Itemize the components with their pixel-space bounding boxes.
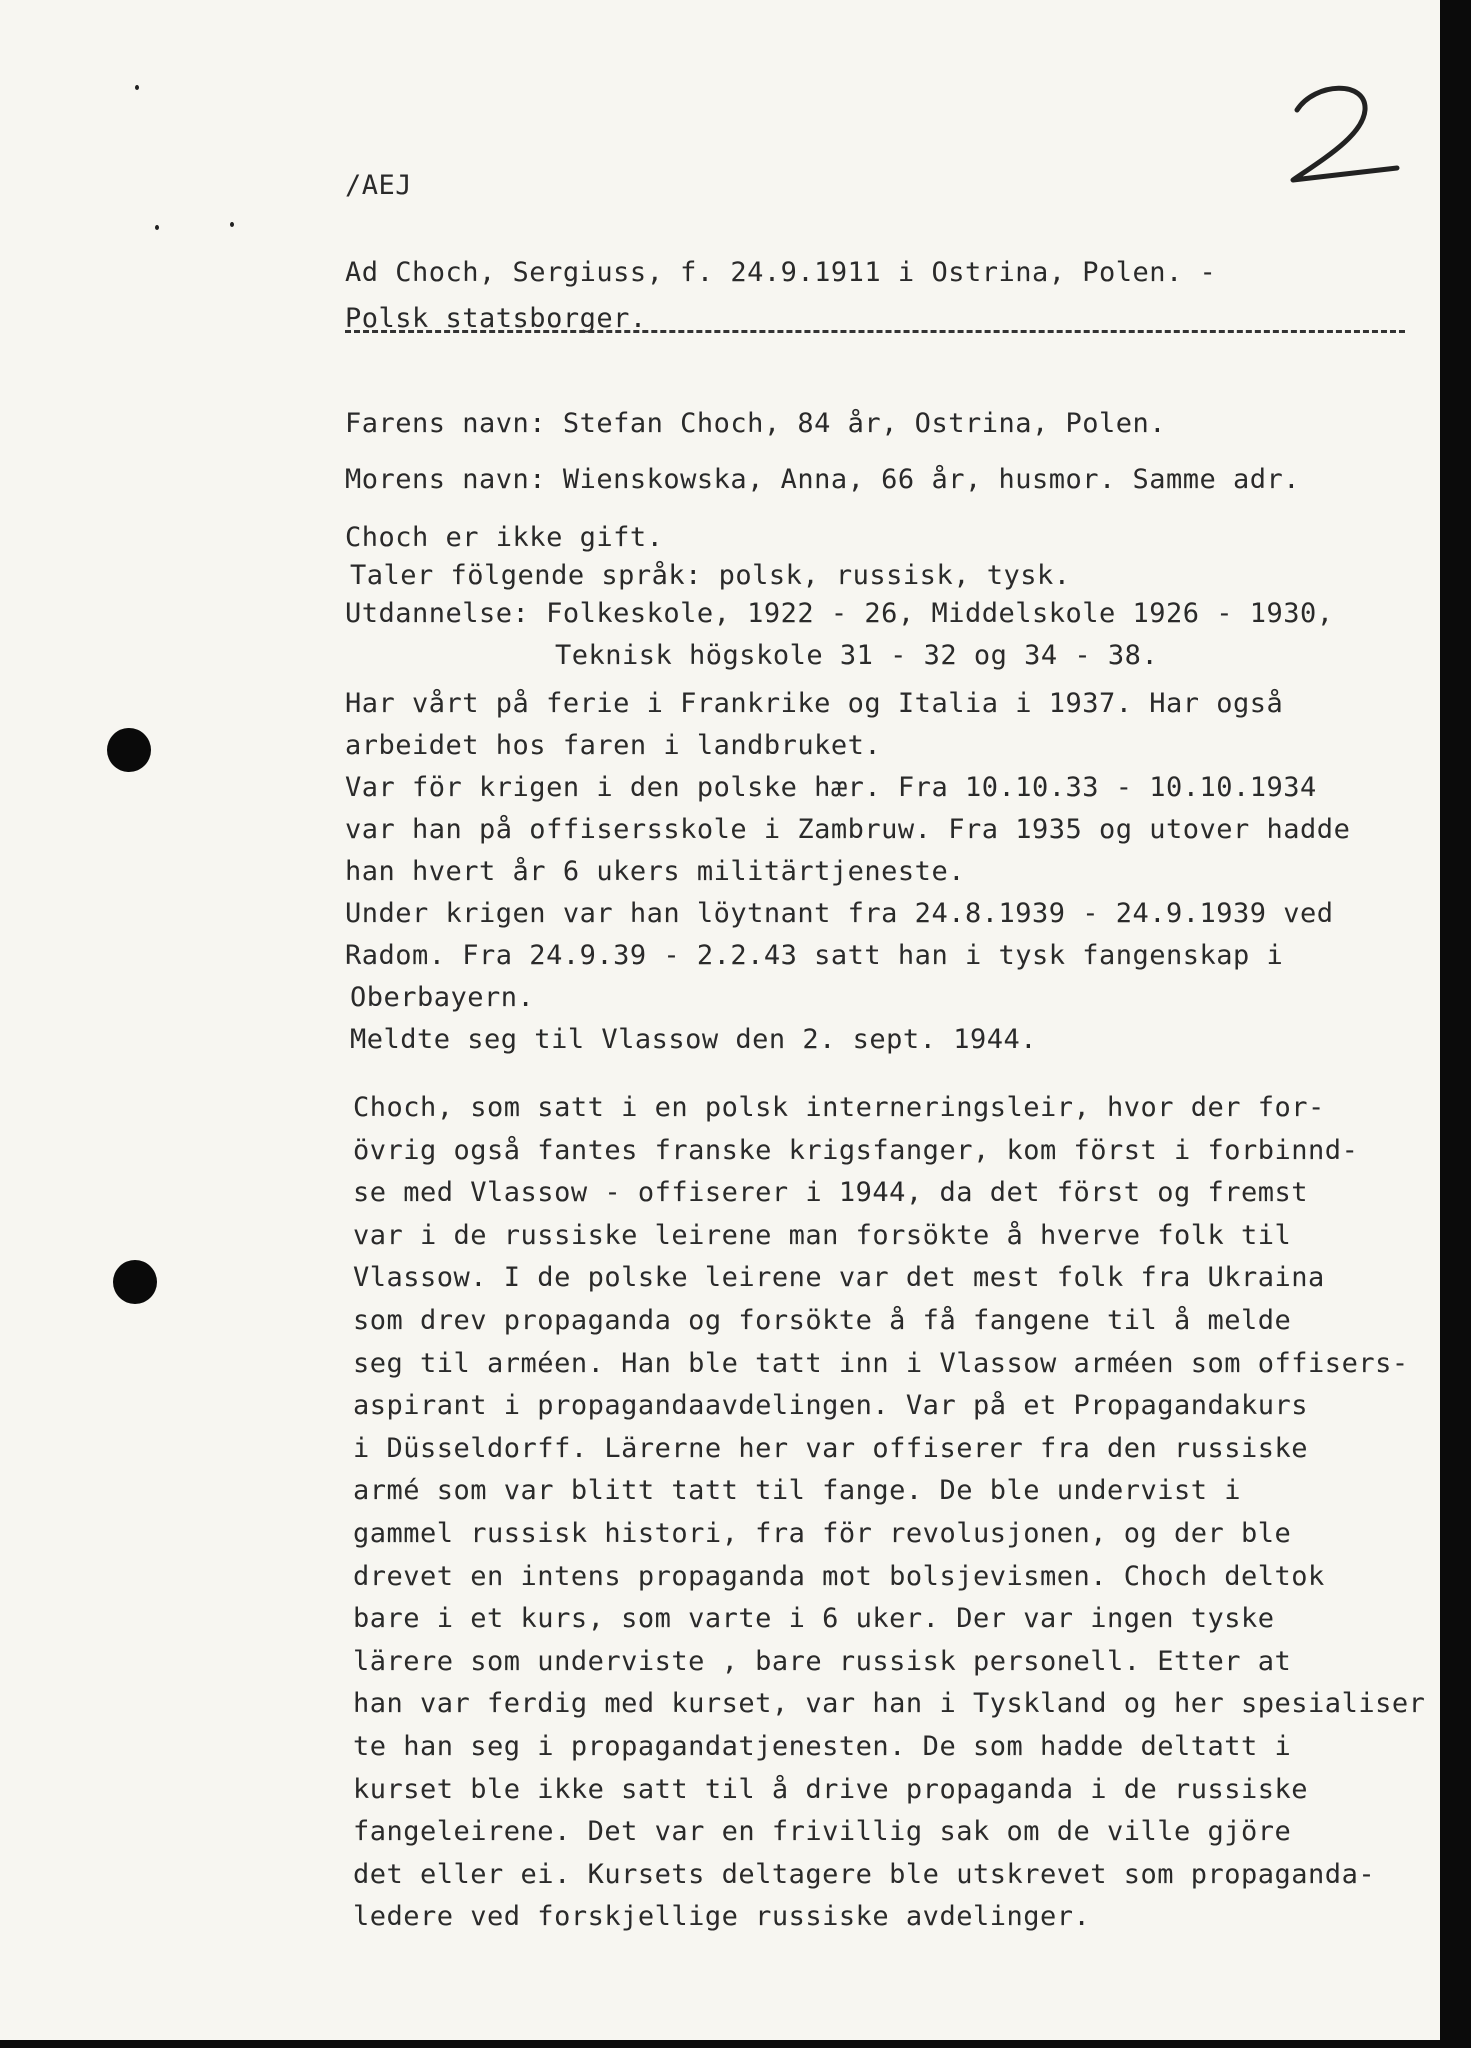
ink-speck	[230, 222, 234, 227]
heading-line-2: Polsk statsborger.	[345, 303, 647, 334]
punch-hole-top	[107, 728, 151, 772]
reference-code: /AEJ	[345, 170, 413, 201]
handwritten-page-number	[1285, 80, 1405, 190]
narrative-line: fangeleirene. Det var en frivillig sak om de ville gjöre	[353, 1816, 1292, 1848]
narrative-line: bare i et kurs, som varte i 6 uker. Der var ingen tyske	[353, 1603, 1275, 1635]
fact-line: Oberbayern.	[350, 982, 535, 1013]
narrative-line: armé som var blitt tatt til fange. De ble undervist i	[353, 1475, 1242, 1507]
narrative-line: ledere ved forskjellige russiske avdelinger.	[353, 1901, 1091, 1933]
narrative-line: övrig også fantes franske krigsfanger, kom först i forbinnd-	[353, 1134, 1359, 1166]
fact-line: Radom. Fra 24.9.39 - 2.2.43 satt han i tysk fangenskap i	[345, 940, 1284, 971]
narrative-line: lärere som underviste , bare russisk personell. Etter at	[353, 1645, 1292, 1677]
fact-line: Meldte seg til Vlassow den 2. sept. 1944.	[350, 1024, 1037, 1055]
narrative-line: som drev propaganda og forsökte å få fangene til å melde	[353, 1305, 1292, 1336]
fact-line: Teknisk högskole 31 - 32 og 34 - 38.	[555, 640, 1159, 671]
narrative-line: han var ferdig med kurset, var han i Tyskland og her spesialiser	[353, 1688, 1426, 1720]
ink-speck	[155, 225, 159, 230]
ink-speck	[135, 85, 139, 90]
narrative-line: Choch, som satt i en polsk interneringsleir, hvor der for-	[353, 1092, 1325, 1123]
narrative-line: gammel russisk histori, fra för revolusjonen, og der ble	[353, 1518, 1292, 1549]
punch-hole-bottom	[113, 1260, 157, 1304]
narrative-line: te han seg i propagandatjenesten. De som hadde deltatt i	[353, 1731, 1292, 1762]
narrative-line: aspirant i propagandaavdelingen. Var på et Propagandakurs	[353, 1390, 1309, 1422]
narrative-line: Vlassow. I de polske leirene var det mest folk fra Ukraina	[353, 1262, 1325, 1294]
fact-line: Var för krigen i den polske hær. Fra 10.10.33 - 10.10.1934	[345, 772, 1317, 803]
fact-line: Har vårt på ferie i Frankrike og Italia i 1937. Har også	[345, 688, 1284, 719]
narrative-line: seg til arméen. Han ble tatt inn i Vlassow arméen som offisers-	[353, 1347, 1409, 1379]
fact-line: Choch er ikke gift.	[345, 522, 664, 553]
fact-line: var han på offisersskole i Zambruw. Fra 1935 og utover hadde	[345, 814, 1351, 845]
fact-line: arbeidet hos faren i landbruket.	[345, 730, 882, 761]
fact-line: Taler fölgende språk: polsk, russisk, tysk.	[350, 560, 1071, 591]
fact-line: Under krigen var han löytnant fra 24.8.1939 - 24.9.1939 ved	[345, 898, 1334, 929]
narrative-line: det eller ei. Kursets deltagere ble utskrevet som propaganda-	[353, 1858, 1376, 1890]
fact-line: Morens navn: Wienskowska, Anna, 66 år, husmor. Samme adr.	[345, 464, 1301, 495]
narrative-line: var i de russiske leirene man forsökte å hverve folk til	[353, 1219, 1292, 1251]
fact-line: Utdannelse: Folkeskole, 1922 - 26, Middelskole 1926 - 1930,	[345, 598, 1334, 629]
narrative-line: kurset ble ikke satt til å drive propaganda i de russiske	[353, 1773, 1309, 1805]
narrative-line: i Düsseldorff. Lärerne her var offiserer fra den russiske	[353, 1432, 1309, 1464]
fact-line: Farens navn: Stefan Choch, 84 år, Ostrina, Polen.	[345, 408, 1167, 439]
heading-line-1: Ad Choch, Sergiuss, f. 24.9.1911 i Ostrina, Polen. -	[345, 257, 1217, 288]
narrative-line: drevet en intens propaganda mot bolsjevismen. Choch deltok	[353, 1560, 1325, 1592]
heading-underline	[345, 330, 1405, 333]
narrative-line: se med Vlassow - offiserer i 1944, da det först og fremst	[353, 1177, 1309, 1209]
fact-line: han hvert år 6 ukers militärtjeneste.	[345, 856, 965, 887]
